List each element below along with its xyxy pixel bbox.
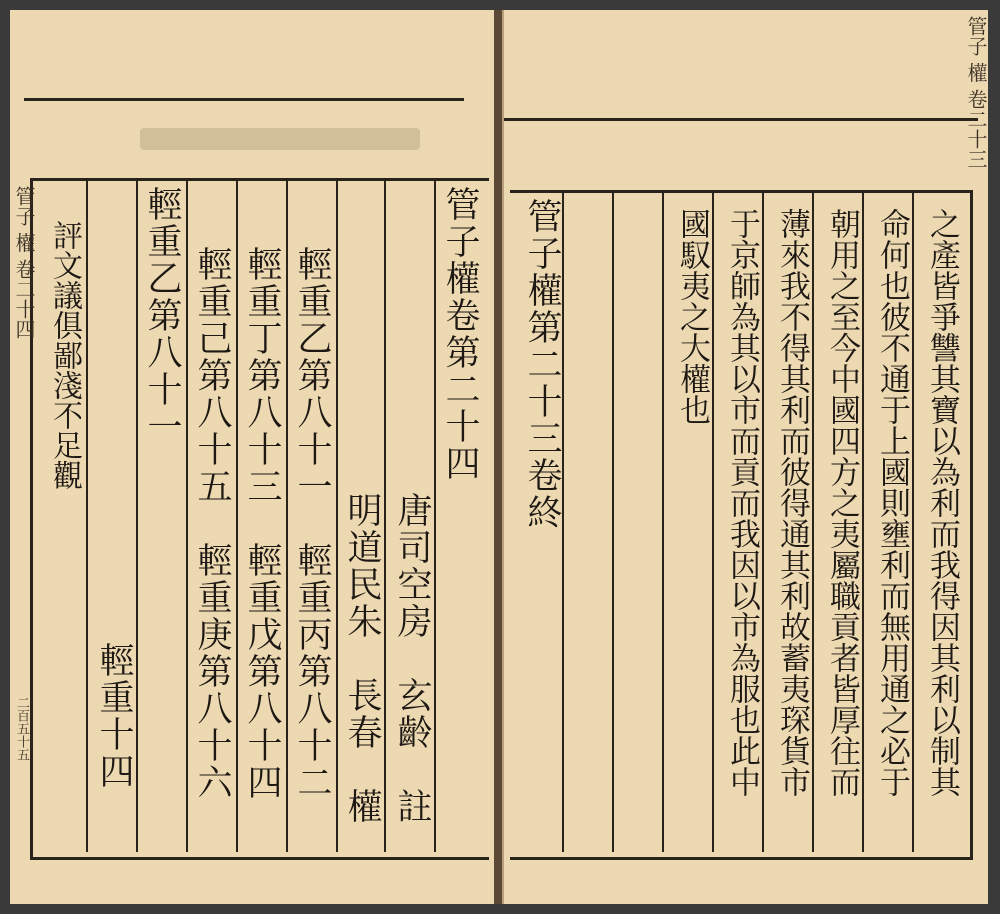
volume-end-title: 管子權第二十三卷終 — [522, 198, 562, 531]
toc-column-4-bottom: 輕重十四 — [94, 642, 134, 790]
annotator-tang: 唐司空房 玄齡 註 — [392, 492, 432, 825]
spine-label: 管子 權 卷二十四 — [12, 186, 36, 339]
toc-column-1: 輕重乙第八十一 輕重丙第八十二 — [292, 246, 332, 801]
column-rule — [612, 192, 614, 852]
page-number: 二百五十五 — [14, 696, 29, 761]
text-column-3: 朝用之至今中國四方之夷屬職貢者皆厚往而 — [824, 208, 860, 797]
text-column-2: 命何也彼不通于上國則壅利而無用通之必于 — [874, 208, 910, 797]
top-rule — [504, 118, 978, 121]
header-smudge — [140, 128, 420, 150]
spine-label: 管子 權 卷二十三 — [964, 16, 988, 169]
volume-title: 管子權卷第二十四 — [440, 186, 480, 482]
column-rule — [662, 192, 664, 852]
book-gutter — [494, 10, 502, 904]
commentary-note: 評文議俱鄙淺不足觀 — [47, 220, 82, 490]
top-rule-upper — [24, 98, 464, 101]
left-page — [10, 10, 496, 904]
text-column-4: 薄來我不得其利而彼得通其利故蓄夷琛貨市 — [774, 208, 810, 797]
toc-column-3: 輕重己第八十五 輕重庚第八十六 — [192, 246, 232, 801]
toc-column-4: 輕重乙第八十一 — [142, 186, 182, 445]
text-column-1: 之產皆爭讐其寶以為利而我得因其利以制其 — [924, 208, 960, 797]
annotator-ming: 明道民朱 長春 權 — [342, 492, 382, 825]
right-page — [502, 10, 988, 904]
text-column-5: 于京師為其以市而貢而我因以市為服也此中 — [724, 208, 760, 797]
text-column-6: 國馭夷之大權也 — [674, 208, 710, 425]
toc-column-2: 輕重丁第八十三 輕重戊第八十四 — [242, 246, 282, 801]
